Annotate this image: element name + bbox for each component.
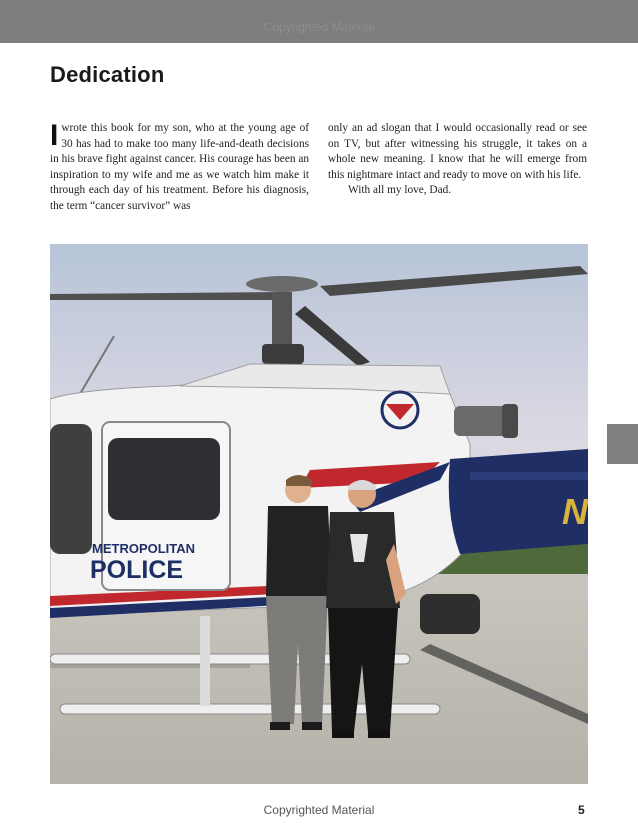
side-thumb-tab <box>607 424 638 464</box>
right-column-text: only an ad slogan that I would occasionally read or see on TV, but after witnessing his struggle, it takes on a whole new meaning. I know that he will emerge from this nightmare intact and ready to move on with his life. <box>328 122 587 181</box>
page-number: 5 <box>578 803 585 817</box>
door-text-metropolitan: METROPOLITAN <box>92 541 196 556</box>
helicopter-photo <box>50 244 588 784</box>
tail-letter: N <box>562 491 588 532</box>
header-watermark: Copyrighted Material <box>263 20 375 34</box>
signoff: With all my love, Dad. <box>348 184 452 196</box>
dedication-column-right <box>328 121 587 199</box>
top-banner <box>0 0 638 43</box>
door-text-police: POLICE <box>90 556 184 584</box>
footer-copyright: Copyrighted Material <box>263 803 375 817</box>
door-window <box>108 438 220 520</box>
page-title: Dedication <box>50 62 165 87</box>
drop-cap: I <box>50 119 59 152</box>
left-column-text: wrote this book for my son, who at the young age of 30 has had to make too many life-and-death decisions in his brave fight against cancer. His courage has been an inspiration to my wife and me as we watch him make it through each day of his treatment. Before his diagnosis, the term “cancer survivor” was <box>50 122 309 212</box>
dedication-column-left <box>50 121 309 214</box>
rotor-hub <box>246 276 318 292</box>
